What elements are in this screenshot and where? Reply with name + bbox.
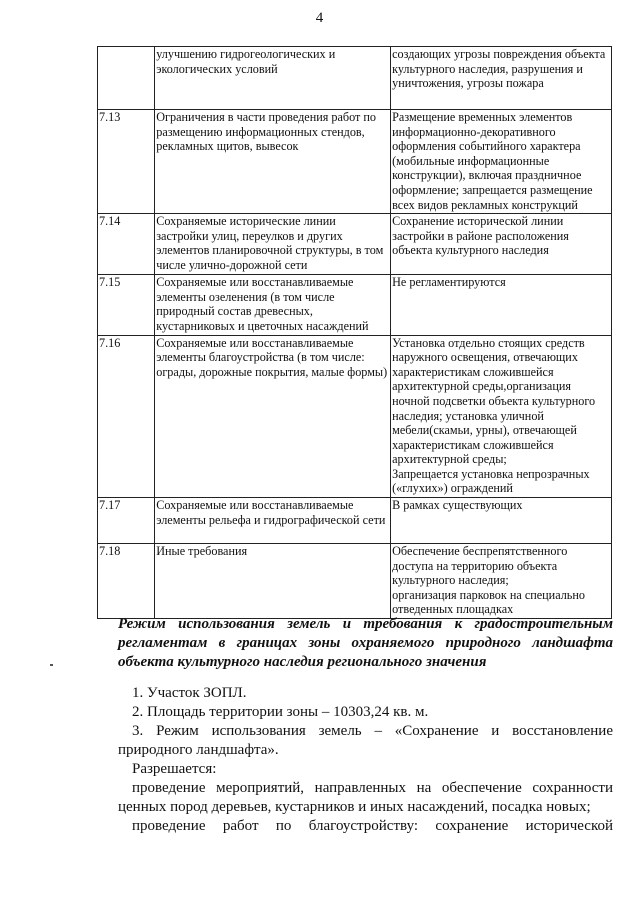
table-row xyxy=(98,498,612,544)
body-text xyxy=(118,684,613,836)
paragraph-landscaping: проведение работ по благоустройству: сохранение исторической xyxy=(132,818,613,834)
row-parameter: Сохраняемые исторические линии застройки улиц, переулков и других элементов планировочной структуры, в том числе улично-дорожной сети xyxy=(155,214,391,275)
paragraph-allowed: Разрешается: xyxy=(132,761,217,777)
row-requirement: создающих угрозы повреждения объекта культурного наследия, разрушения и уничтожения, угрозы пожара xyxy=(391,47,612,110)
row-requirement: Размещение временных элементов информационно-декоративного оформления событийного характера (мобильные информационные конструкции), включая праздничное оформление; запрещается размещение всех видов рекламных конструкций xyxy=(391,110,612,214)
section-heading-rest: регламентам в границах зоны охраняемого природного ландшафта объекта культурного наследия регионального значения xyxy=(118,635,613,670)
section-heading-line-1: Режим использования земель и требования к градостроительным xyxy=(118,616,613,632)
row-number: 7.18 xyxy=(98,544,155,619)
row-number: 7.14 xyxy=(98,214,155,275)
row-requirement: В рамках существующих xyxy=(391,498,612,544)
row-parameter: улучшению гидрогеологических и экологических условий xyxy=(155,47,391,110)
row-requirement: Сохранение исторической линии застройки в районе расположения объекта культурного наследия xyxy=(391,214,612,275)
paragraph-plot: 1. Участок ЗОПЛ. xyxy=(132,685,247,701)
row-requirement: Не регламентируются xyxy=(391,275,612,335)
page-number: 4 xyxy=(315,10,324,26)
row-requirement: Установка отдельно стоящих средств наружного освещения, отвечающих характеристикам сложившейся архитектурной среды,организация ночной подсветки объекта культурного наследия; установка уличной мебели(скамьи, урны), отвечающей характеристикам сложившейся архитектурной среды; Запрещается установка непрозрачных («глухих») ограждений xyxy=(391,335,612,498)
row-parameter: Иные требования xyxy=(155,544,391,619)
regulations-table xyxy=(97,46,612,619)
row-number: 7.16 xyxy=(98,335,155,498)
row-parameter: Сохраняемые или восстанавливаемые элементы рельефа и гидрографической сети xyxy=(155,498,391,544)
row-number: 7.17 xyxy=(98,498,155,544)
row-requirement: Обеспечение беспрепятственного доступа на территорию объекта культурного наследия; организация парковок на специально отведенных площадках xyxy=(391,544,612,619)
row-parameter: Сохраняемые или восстанавливаемые элементы благоустройства (в том числе: ограды, дорожные покрытия, малые формы) xyxy=(155,335,391,498)
row-number xyxy=(98,47,155,110)
paragraph-land-use: 3. Режим использования земель – «Сохранение и восстановление природного ландшафта». xyxy=(118,723,613,758)
row-parameter: Сохраняемые или восстанавливаемые элементы озеленения (в том числе природный состав древесных, кустарниковых и цветочных насаждений xyxy=(155,275,391,335)
table-row xyxy=(98,214,612,275)
row-number: 7.13 xyxy=(98,110,155,214)
row-number: 7.15 xyxy=(98,275,155,335)
table-row xyxy=(98,544,612,619)
section-heading xyxy=(118,615,613,672)
table-row xyxy=(98,110,612,214)
paragraph-area: 2. Площадь территории зоны – 10303,24 кв. м. xyxy=(132,704,429,720)
scan-speck xyxy=(50,664,53,666)
table-row xyxy=(98,47,612,110)
table-row xyxy=(98,275,612,335)
table-row xyxy=(98,335,612,498)
paragraph-measures: проведение мероприятий, направленных на обеспечение сохранности ценных пород деревьев, кустарников и иных насаждений, посадка новых; xyxy=(118,780,613,815)
row-parameter: Ограничения в части проведения работ по размещению информационных стендов, рекламных щитов, вывесок xyxy=(155,110,391,214)
